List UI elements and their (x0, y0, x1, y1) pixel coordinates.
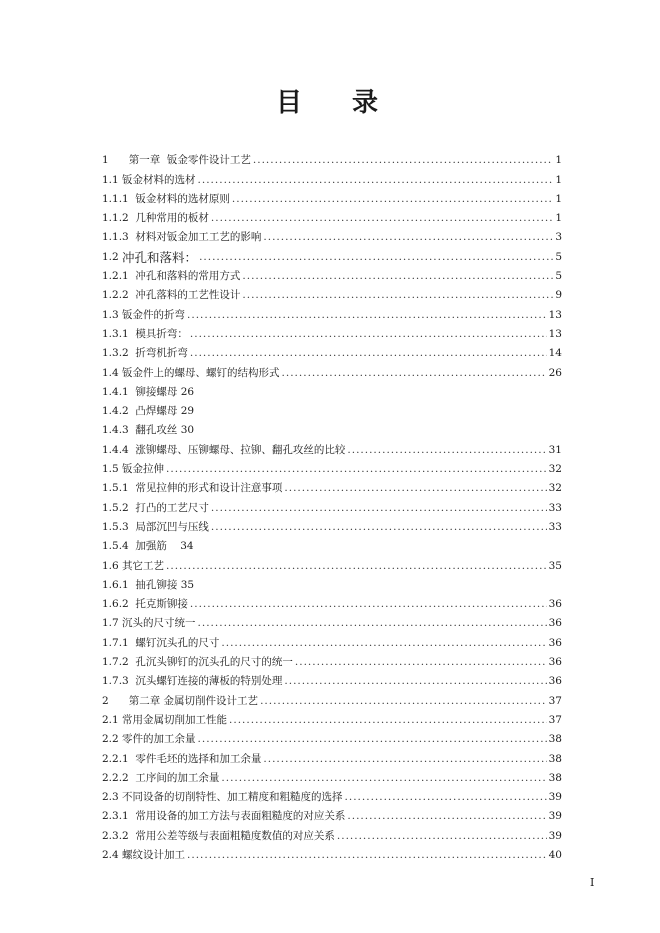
toc-entry-spacer (129, 675, 136, 688)
toc-entry-spacer (129, 579, 136, 592)
toc-entry-number: 1.6.1 (102, 578, 129, 591)
toc-entry-title: 翻孔攻丝 30 (135, 424, 195, 437)
toc-entry-title: 工序间的加工余量 (135, 771, 220, 784)
toc-entry[interactable] (102, 534, 562, 553)
page-number: I (590, 876, 595, 889)
toc-entry-title: 不同设备的切削特性、加工精度和粗糙度的选择 (122, 791, 343, 804)
toc-entry-title: 沉头螺钉连接的薄板的特别处理 (135, 675, 283, 688)
toc-entry-number: 1.7 (102, 617, 119, 630)
toc-leader-dots (166, 463, 547, 476)
toc-entry[interactable] (102, 418, 562, 437)
toc-leader-dots (253, 154, 553, 167)
toc-entry-title: 打凸的工艺尺寸 (135, 501, 209, 514)
toc-entry[interactable] (102, 264, 562, 283)
toc-entry-spacer (109, 695, 129, 708)
toc-entry-number: 1.2.1 (102, 270, 129, 283)
toc-entry-title: 零件的加工余量 (122, 733, 196, 746)
toc-leader-dots (284, 482, 546, 495)
toc-entry-title: 材料对钣金加工工艺的影响 (135, 231, 262, 244)
toc-leader-dots (229, 714, 547, 727)
toc-entry-spacer (129, 521, 136, 534)
toc-entry[interactable] (102, 708, 562, 727)
toc-entry-number: 1.4.2 (102, 405, 129, 418)
toc-entry-page: 14 (548, 347, 562, 360)
table-of-contents (102, 148, 562, 862)
toc-leader-dots (242, 289, 553, 302)
toc-entry-spacer (129, 231, 136, 244)
toc-entry-title: 常用公差等级与表面粗糙度数值的对应关系 (135, 829, 335, 842)
toc-entry[interactable] (102, 380, 562, 399)
toc-entry-title: 凸焊螺母 29 (135, 405, 195, 418)
toc-entry[interactable] (102, 823, 562, 842)
toc-entry-number: 1.4.3 (102, 424, 129, 437)
toc-leader-dots (232, 193, 553, 206)
toc-entry[interactable] (102, 457, 562, 476)
toc-entry[interactable] (102, 592, 562, 611)
toc-entry-title: 加强筋 34 (135, 540, 194, 553)
toc-leader-dots (190, 347, 547, 360)
title-char-1: 目 (275, 88, 308, 118)
toc-entry-page: 1 (555, 173, 562, 186)
toc-entry-number: 1.7.1 (102, 636, 129, 649)
toc-entry-title: 第二章 金属切削件设计工艺 (128, 694, 259, 707)
toc-entry[interactable] (102, 244, 562, 263)
toc-entry-title: 冲孔和落料： (122, 249, 198, 265)
toc-entry-page: 38 (548, 752, 562, 765)
toc-entry-spacer (129, 637, 136, 650)
toc-entry-title: 常用金属切削加工性能 (122, 713, 228, 726)
toc-entry-spacer (129, 810, 136, 823)
toc-entry-title: 其它工艺 (122, 559, 165, 572)
toc-entry[interactable] (102, 187, 562, 206)
toc-entry[interactable] (102, 495, 562, 514)
toc-entry-spacer (129, 598, 136, 611)
toc-entry-title: 冲孔落料的工艺性设计 (135, 289, 241, 302)
toc-entry-title: 抽孔铆接 35 (135, 578, 195, 591)
toc-entry-number: 1.3.1 (102, 327, 129, 340)
toc-leader-dots (166, 560, 547, 573)
toc-entry-number: 1.6 (102, 559, 119, 572)
toc-entry-number: 2.3.1 (102, 810, 129, 823)
toc-entry-number: 1.1.3 (102, 231, 129, 244)
toc-entry[interactable] (102, 515, 562, 534)
toc-entry-spacer (129, 540, 136, 553)
toc-entry-title: 螺钉沉头孔的尺寸 (135, 636, 220, 649)
toc-leader-dots (198, 733, 547, 746)
toc-entry-number: 1.6.2 (102, 598, 129, 611)
toc-entry-number: 2 (102, 694, 109, 707)
toc-entry-page: 38 (548, 733, 562, 746)
toc-leader-dots (242, 270, 553, 283)
toc-leader-dots (211, 521, 547, 534)
toc-leader-dots (198, 617, 547, 630)
toc-entry[interactable] (102, 476, 562, 495)
toc-leader-dots (347, 810, 546, 823)
toc-leader-dots (221, 637, 546, 650)
toc-entry[interactable] (102, 746, 562, 765)
toc-entry[interactable] (102, 206, 562, 225)
toc-entry-spacer (129, 482, 136, 495)
toc-entry-title: 零件毛坯的选择和加工余量 (135, 752, 262, 765)
toc-entry-number: 2.2 (102, 733, 119, 746)
toc-entry-page: 37 (548, 713, 562, 726)
toc-entry-page: 32 (548, 482, 562, 495)
toc-entry-title: 冲孔和落料的常用方式 (135, 270, 241, 283)
toc-entry-page: 40 (548, 848, 562, 861)
toc-entry-number: 1.3.2 (102, 347, 129, 360)
toc-entry-title: 螺纹设计加工 (122, 848, 186, 861)
toc-entry-number: 1.5 (102, 463, 119, 476)
toc-entry-page: 36 (548, 656, 562, 669)
toc-entry-spacer (129, 502, 136, 515)
toc-entry-page: 9 (555, 289, 562, 302)
toc-entry-title: 托克斯铆接 (135, 598, 188, 611)
toc-entry-spacer (129, 772, 136, 785)
toc-entry-title: 钣金材料的选材 (122, 173, 196, 186)
toc-leader-dots (345, 791, 547, 804)
toc-entry[interactable] (102, 360, 562, 379)
toc-entry-page: 13 (548, 308, 562, 321)
toc-entry-title: 孔沉头铆钉的沉头孔的尺寸的统一 (135, 656, 293, 669)
toc-entry-spacer (129, 212, 136, 225)
toc-entry-title: 钣金材料的选材原则 (135, 192, 230, 205)
toc-entry-number: 1.4.1 (102, 385, 129, 398)
toc-leader-dots (199, 251, 553, 264)
toc-entry-number: 1.4 (102, 366, 119, 379)
toc-entry[interactable] (102, 302, 562, 321)
toc-entry-page: 33 (548, 501, 562, 514)
toc-entry-title: 折弯机折弯 (135, 347, 188, 360)
toc-entry[interactable] (102, 804, 562, 823)
toc-entry[interactable] (102, 399, 562, 418)
toc-leader-dots (190, 598, 547, 611)
toc-entry-page: 1 (555, 212, 562, 225)
toc-entry-page: 36 (548, 636, 562, 649)
toc-entry[interactable] (102, 630, 562, 649)
toc-entry-spacer (129, 386, 136, 399)
toc-entry-page: 35 (548, 559, 562, 572)
toc-entry-spacer (129, 753, 136, 766)
toc-leader-dots (263, 231, 553, 244)
toc-entry-title: 钣金件上的螺母、螺钉的结构形式 (122, 366, 280, 379)
toc-entry-page: 32 (548, 463, 562, 476)
toc-entry-spacer (129, 830, 136, 843)
toc-leader-dots (295, 656, 547, 669)
toc-entry-title: 几种常用的板材 (135, 212, 209, 225)
toc-entry-page: 31 (548, 443, 562, 456)
toc-entry-title: 局部沉凹与压线 (135, 520, 209, 533)
toc-entry-number: 1.5.3 (102, 520, 129, 533)
toc-entry[interactable] (102, 688, 562, 707)
toc-leader-dots (187, 309, 547, 322)
toc-entry-number: 2.3.2 (102, 829, 129, 842)
toc-entry-spacer (109, 154, 129, 167)
toc-entry[interactable] (102, 553, 562, 572)
toc-entry-number: 2.3 (102, 791, 119, 804)
toc-entry[interactable] (102, 283, 562, 302)
toc-entry-title: 涨铆螺母、压铆螺母、拉铆、翻孔攻丝的比较 (135, 443, 346, 456)
toc-entry[interactable] (102, 437, 562, 456)
toc-entry-number: 1.1.2 (102, 212, 129, 225)
toc-entry[interactable] (102, 843, 562, 862)
toc-entry-number: 2.2.1 (102, 752, 129, 765)
toc-entry-number: 1.7.3 (102, 675, 129, 688)
toc-entry-title: 常用设备的加工方法与表面粗糙度的对应关系 (135, 810, 346, 823)
toc-entry-page: 3 (555, 231, 562, 244)
toc-entry-number: 1.5.4 (102, 540, 129, 553)
toc-entry-spacer (129, 289, 136, 302)
toc-entry-page: 39 (548, 810, 562, 823)
toc-leader-dots (198, 174, 554, 187)
toc-entry-number: 1.7.2 (102, 656, 129, 669)
toc-entry-page: 13 (548, 327, 562, 340)
toc-entry-spacer (129, 193, 136, 206)
toc-leader-dots (190, 328, 547, 341)
toc-entry[interactable] (102, 148, 562, 167)
toc-leader-dots (263, 753, 546, 766)
toc-entry-spacer (129, 270, 136, 283)
toc-entry-number: 1.2.2 (102, 289, 129, 302)
toc-entry[interactable] (102, 611, 562, 630)
toc-entry-title: 模具折弯： (135, 327, 188, 340)
toc-entry[interactable] (102, 167, 562, 186)
toc-entry-title: 钣金拉伸 (122, 463, 165, 476)
toc-entry-number: 1.5.2 (102, 501, 129, 514)
toc-entry-number: 1.2 (102, 250, 119, 263)
toc-entry-number: 2.1 (102, 713, 119, 726)
toc-entry-spacer (129, 405, 136, 418)
toc-entry-title: 常见拉伸的形式和设计注意事项 (135, 482, 283, 495)
toc-entry-number: 1 (102, 154, 109, 167)
toc-entry-page: 36 (548, 617, 562, 630)
toc-leader-dots (211, 502, 547, 515)
toc-leader-dots (347, 444, 546, 457)
toc-entry-number: 1.1 (102, 173, 119, 186)
toc-entry-title: 第一章 钣金零件设计工艺 (128, 154, 251, 167)
toc-entry[interactable] (102, 766, 562, 785)
toc-entry-page: 39 (548, 829, 562, 842)
toc-leader-dots (282, 367, 547, 380)
toc-entry[interactable] (102, 225, 562, 244)
toc-entry-number: 2.2.2 (102, 771, 129, 784)
toc-entry[interactable] (102, 669, 562, 688)
title-char-2: 录 (352, 88, 385, 118)
toc-entry[interactable] (102, 322, 562, 341)
toc-entry-title: 沉头的尺寸统一 (122, 617, 196, 630)
toc-entry-number: 2.4 (102, 848, 119, 861)
toc-entry[interactable] (102, 341, 562, 360)
toc-entry-spacer (129, 328, 136, 341)
toc-entry-page: 38 (548, 771, 562, 784)
toc-entry-spacer (129, 656, 136, 669)
toc-entry-spacer (129, 444, 136, 457)
toc-entry-page: 5 (555, 270, 562, 283)
toc-leader-dots (211, 212, 553, 225)
toc-leader-dots (284, 675, 546, 688)
toc-entry-page: 39 (548, 791, 562, 804)
toc-entry-spacer (129, 347, 136, 360)
page-title (0, 82, 660, 119)
toc-entry-page: 37 (548, 694, 562, 707)
toc-entry-page: 36 (548, 675, 562, 688)
toc-entry-page: 1 (555, 192, 562, 205)
toc-entry-title: 铆接螺母 26 (135, 385, 195, 398)
toc-leader-dots (187, 849, 547, 862)
toc-entry[interactable] (102, 650, 562, 669)
toc-entry-page: 33 (548, 520, 562, 533)
toc-entry[interactable] (102, 573, 562, 592)
toc-entry[interactable] (102, 727, 562, 746)
toc-entry-spacer (129, 424, 136, 437)
toc-entry-number: 1.1.1 (102, 192, 129, 205)
toc-leader-dots (260, 695, 547, 708)
toc-leader-dots (221, 772, 546, 785)
toc-entry-page: 5 (555, 250, 562, 263)
toc-entry-number: 1.5.1 (102, 482, 129, 495)
toc-entry-number: 1.4.4 (102, 443, 129, 456)
toc-entry-page: 36 (548, 598, 562, 611)
toc-entry-title: 钣金件的折弯 (122, 308, 186, 321)
toc-entry-page: 1 (555, 154, 562, 167)
toc-entry-page: 26 (548, 366, 562, 379)
toc-leader-dots (337, 830, 547, 843)
toc-entry[interactable] (102, 785, 562, 804)
toc-entry-number: 1.3 (102, 308, 119, 321)
